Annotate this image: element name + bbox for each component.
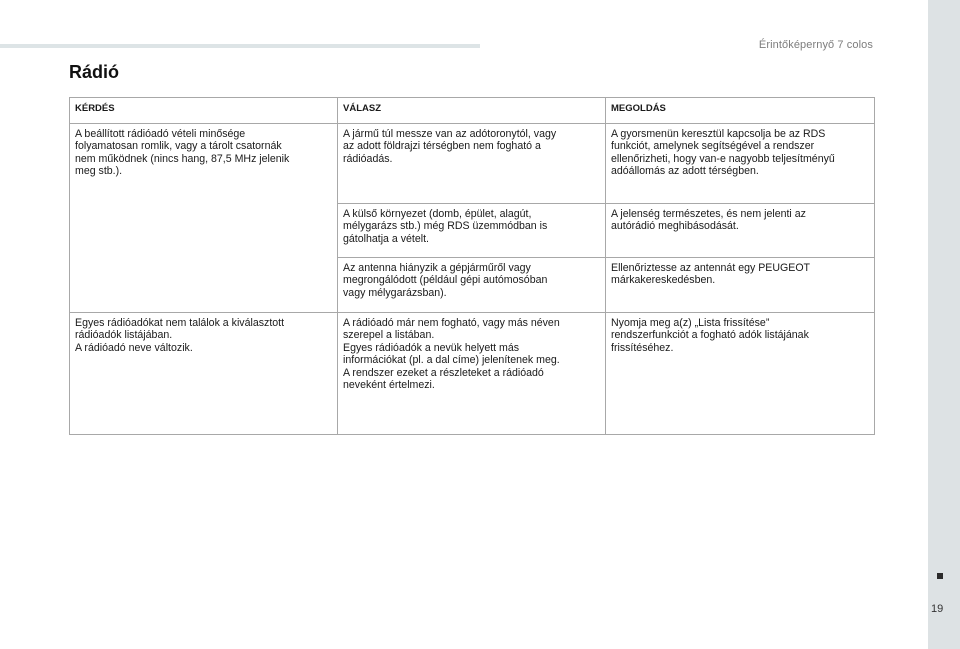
text-line: A külső környezet (domb, épület, alagút, — [343, 207, 532, 220]
page-title: Rádió — [69, 62, 120, 82]
text-line: Ellenőriztesse az antennát egy PEUGEOT — [611, 261, 811, 274]
text-line: mélygarázs stb.) még RDS üzemmódban is — [343, 220, 548, 232]
text-line: Nyomja meg a(z) „Lista frissítése” — [611, 316, 770, 329]
text-line: meg stb.). — [75, 165, 123, 177]
text-line: rádióadók listájában. — [75, 329, 173, 341]
table-row — [70, 123, 875, 203]
text-line: ellenőrizheti, hogy van-e nagyobb teljesítményű — [611, 152, 835, 165]
answer-cell — [338, 312, 606, 434]
header-rule — [0, 44, 480, 48]
solution-cell — [606, 203, 875, 257]
text-line: rádióadás. — [343, 152, 393, 165]
text-line: A rádióadó neve változik. — [75, 341, 193, 354]
text-line: frissítéséhez. — [611, 341, 674, 354]
solution-cell — [606, 257, 875, 312]
text-line: nem működnek (nincs hang, 87,5 MHz jelenik — [75, 152, 290, 165]
text-line: Az antenna hiányzik a gépjárműről vagy — [343, 261, 531, 274]
page-number: 19 — [931, 603, 944, 615]
text-line: az adott földrajzi térségben nem fogható a — [343, 140, 541, 152]
column-header-solution: MEGOLDÁS — [606, 98, 875, 124]
text-line: márkakereskedésben. — [611, 274, 716, 286]
text-line: A gyorsmenün keresztül kapcsolja be az RDS — [611, 127, 826, 140]
solution-cell — [606, 312, 875, 434]
solution-cell — [606, 123, 875, 203]
text-line: neveként értelmezi. — [343, 379, 435, 391]
question-cell — [70, 123, 338, 312]
text-line: A jármű túl messze van az adótoronytól, vagy — [343, 127, 557, 140]
text-line: A jelenség természetes, és nem jelenti az — [611, 207, 806, 220]
answer-cell — [338, 257, 606, 312]
table-row — [70, 312, 875, 434]
text-line: Egyes rádióadók a nevük helyett más — [343, 341, 520, 354]
section-header: Érintőképernyő 7 colos — [758, 39, 873, 51]
side-margin-band — [928, 0, 960, 649]
text-line: szerepel a listában. — [343, 329, 435, 341]
faq-table — [69, 97, 875, 435]
question-cell — [70, 312, 338, 434]
text-line: rendszerfunkciót a fogható adók listájának — [611, 329, 809, 341]
column-header-answer: VÁLASZ — [338, 98, 606, 124]
text-line: A beállított rádióadó vételi minősége — [75, 127, 246, 140]
answer-cell — [338, 123, 606, 203]
text-line: adóállomás az adott térségben. — [611, 165, 759, 177]
text-line: gátolhatja a vételt. — [343, 232, 429, 245]
page-marker — [937, 573, 943, 579]
text-line: vagy mélygarázsban). — [343, 286, 447, 299]
table-header-row — [70, 98, 875, 124]
text-line: funkciót, amelynek segítségével a rendszer — [611, 140, 815, 152]
answer-cell — [338, 203, 606, 257]
text-line: megrongálódott (például gépi autómosóban — [343, 274, 548, 286]
text-line: A rádióadó már nem fogható, vagy más néven — [343, 316, 560, 329]
text-line: folyamatosan romlik, vagy a tárolt csatornák — [75, 140, 282, 152]
column-header-question: KÉRDÉS — [70, 98, 338, 124]
text-line: autórádió meghibásodását. — [611, 220, 739, 232]
text-line: információkat (pl. a dal címe) jelenítenek meg. — [343, 354, 560, 366]
text-line: Egyes rádióadókat nem találok a kiválasztott — [75, 316, 285, 329]
text-line: A rendszer ezeket a részleteket a rádióadó — [343, 366, 544, 379]
